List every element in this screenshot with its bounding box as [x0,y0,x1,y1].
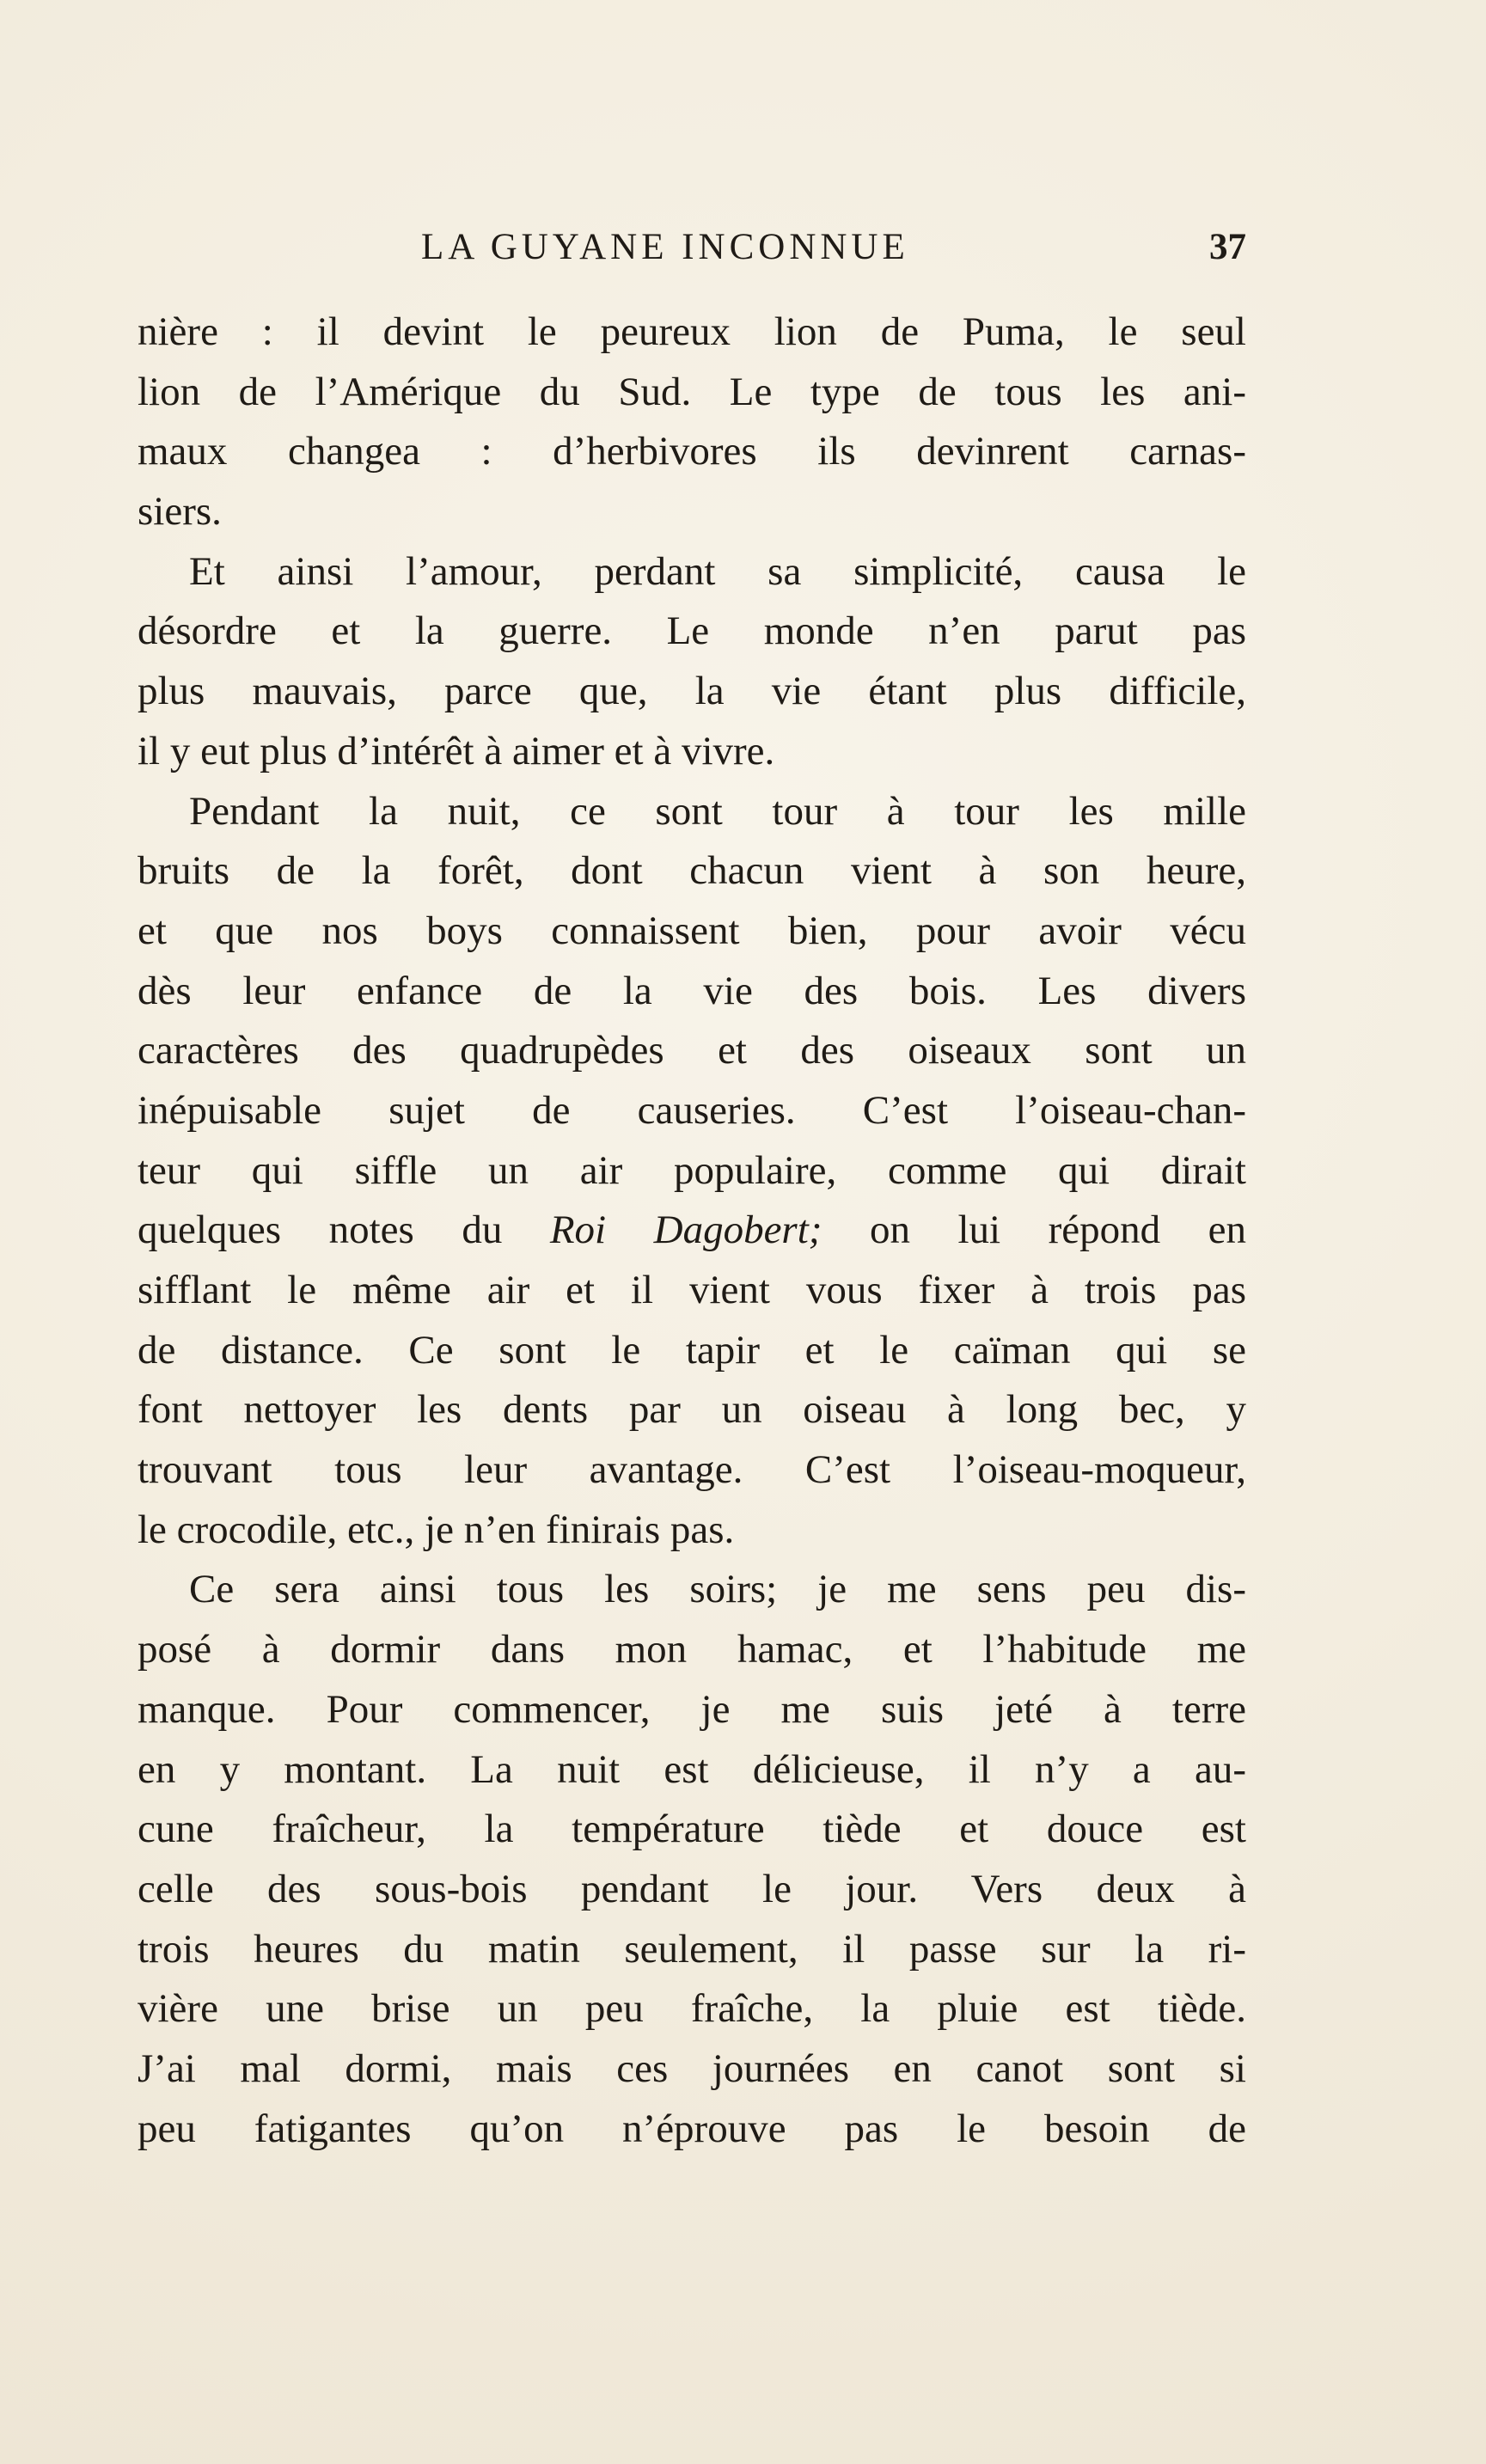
text-line: inépuisable sujet de causeries. C’est l’oiseau-chan- [138,1087,1246,1133]
text-line: nière : il devint le peureux lion de Puma, le seul [138,309,1246,354]
song-title: Roi Dagobert; [549,1208,822,1253]
paragraph-3 [138,782,1246,1561]
text-line: font nettoyer les dents par un oiseau à long bec, y [138,1387,1246,1433]
text-line: et que nos boys connaissent bien, pour avoir vécu [138,908,1246,953]
text-line: en y montant. La nuit est délicieuse, il n’y a au- [138,1746,1246,1792]
text-line: désordre et la guerre. Le monde n’en parut pas [138,608,1246,654]
text-line: J’ai mal dormi, mais ces journées en canot sont si [138,2045,1246,2091]
page-header [138,222,1246,273]
paragraph-4 [138,1560,1246,2159]
text-line: trois heures du matin seulement, il passe sur la ri- [138,1926,1246,1972]
body-text [138,303,1246,2159]
text-line: peu fatigantes qu’on n’éprouve pas le besoin de [138,2106,1246,2151]
text-line: cune fraîcheur, la température tiède et douce est [138,1807,1246,1852]
text-line: teur qui siffle un air populaire, comme qui dirait [138,1147,1246,1193]
text-line-with-italic [138,1201,1246,1261]
text-line: plus mauvais, parce que, la vie étant plus difficile, [138,669,1246,714]
text-line: celle des sous-bois pendant le jour. Vers deux à [138,1866,1246,1911]
text-line: posé à dormir dans mon hamac, et l’habitude me [138,1627,1246,1672]
text-line: Et ainsi l’amour, perdant sa simplicité, causa le [189,548,1246,594]
text-line: il y eut plus d’intérêt à aimer et à vivre. [138,728,775,773]
text-line: vière une brise un peu fraîche, la pluie est tiède. [138,1986,1246,2032]
text-line: caractères des quadrupèdes et des oiseaux sont un [138,1028,1246,1073]
text-line: maux changea : d’herbivores ils devinrent carnas- [138,429,1246,474]
text-line: trouvant tous leur avantage. C’est l’oiseau-moqueur, [138,1447,1246,1493]
text-line: lion de l’Amérique du Sud. Le type de tous les ani- [138,369,1246,414]
page-number: 37 [1209,227,1246,267]
text-line: le crocodile, etc., je n’en finirais pas. [138,1507,735,1552]
text-line: bruits de la forêt, dont chacun vient à son heure, [138,848,1246,894]
text-segment: quelques notes du [138,1208,550,1253]
text-line: sifflant le même air et il vient vous fixer à trois pas [138,1268,1246,1312]
text-line: dès leur enfance de la vie des bois. Les divers [138,968,1246,1013]
paragraph-2 [138,542,1246,782]
text-line: manque. Pour commencer, je me suis jeté à terre [138,1686,1246,1732]
text-line: Ce sera ainsi tous les soirs; je me sens peu dis- [189,1567,1246,1612]
text-segment: on lui répond en [822,1208,1246,1253]
text-line: siers. [138,489,222,535]
text-line: Pendant la nuit, ce sont tour à tour les mille [189,788,1246,834]
running-title: LA GUYANE INCONNUE [421,227,909,267]
paragraph-1 [138,303,1246,542]
text-line: de distance. Ce sont le tapir et le caïman qui se [138,1327,1246,1373]
